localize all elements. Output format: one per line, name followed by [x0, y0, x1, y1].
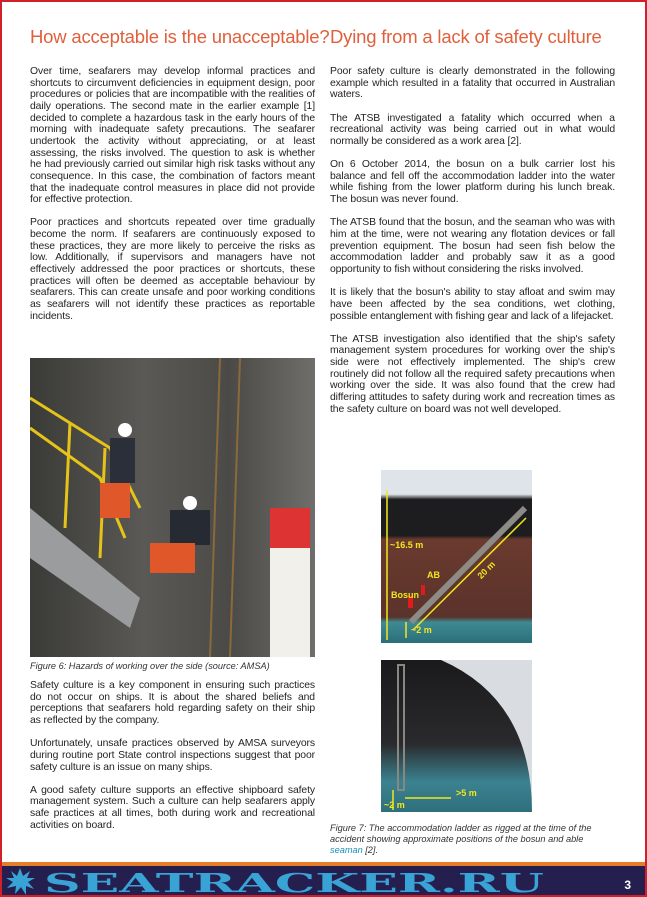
- ladder-diagram: [381, 470, 532, 643]
- figure-6-photo: [30, 358, 315, 657]
- distance-label: >5 m: [456, 788, 477, 798]
- caption-reference-link[interactable]: seaman: [330, 845, 363, 855]
- paragraph: Over time, seafarers may develop informal practices and shortcuts to circumvent deficiencies in equipment design, poor procedures or policies that are incompatible with the realities of daily operations. The second mate in the earlier example [1] decided to complete a hazardous task in the early hours of the morning with inadequate safety precautions. The seafarer undertook the activity without appreciating, or at least assessing, the risks involved. The question to ask is whether he had previously carried out similar high risk tasks without any consequence. In this case, the combination of factors meant that the inadequate control measures in place did not provide for effective protection.: [30, 66, 315, 206]
- footer-bar: [0, 866, 647, 897]
- length-label: 20 m: [475, 559, 498, 581]
- left-heading: How acceptable is the unacceptable?: [30, 26, 330, 47]
- paragraph: The ATSB investigation also identified that the ship's safety management system procedures for working over the ship's side were not effectively implemented. The ship's crew routinely did not follow all the required safety precautions when working over the side. It was also found that the crew had differing attitudes to safety during work and recreation times as the safety culture on board was not well developed.: [330, 333, 615, 415]
- right-heading: Dying from a lack of safety culture: [330, 26, 602, 47]
- paragraph: Poor safety culture is clearly demonstrated in the following example which resulted in a fatality that occurred in Australian waters.: [330, 66, 615, 101]
- height-label: ~16.5 m: [390, 540, 424, 550]
- ship-side-work-illustration: [30, 358, 315, 657]
- paragraph: Unfortunately, unsafe practices observed by AMSA surveyors during routine port State control inspections suggest that poor safety culture is an issue on many ships.: [30, 738, 315, 773]
- left-column-bottom: [30, 680, 315, 831]
- figure-6-caption: Figure 6: Hazards of working over the side (source: AMSA): [30, 661, 270, 671]
- caption-text: Figure 7: The accommodation ladder as rigged at the time of the accident showing approximate positions of the bosun and able: [330, 823, 592, 844]
- right-column: [330, 66, 615, 415]
- height-label: ~2 m: [384, 800, 405, 810]
- paragraph: Poor practices and shortcuts repeated over time gradually become the norm. If seafarers are continuously exposed to these practices, they are more likely to perceive the risks as low. Additionally, if supervisors and managers have not effectively addressed the poor practices or shortcuts, these practices will often be deemed as acceptable behaviour by seafarers. This can create unsafe and poor working conditions as seafarers will not identify these practices as reportable incidents.: [30, 217, 315, 322]
- paragraph: It is likely that the bosun's ability to stay afloat and swim may have been affected by the sea conditions, wet clothing, possible entanglement with fishing gear and lack of a lifejacket.: [330, 287, 615, 322]
- figure-7-caption: [330, 823, 615, 856]
- page-number: 3: [624, 878, 631, 892]
- figure-7-photo-clearance: [381, 660, 532, 812]
- paragraph: Safety culture is a key component in ensuring such practices do not occur on ships. It is about the shared beliefs and perceptions that seafarers hold regarding safety on their ship as reflected by the company.: [30, 680, 315, 726]
- left-column-top: [30, 66, 315, 322]
- paragraph: The ATSB found that the bosun, and the seaman who was with him at the time, were not wearing any flotation devices or fall prevention equipment. The bosun had seen fish below the accommodation ladder and probably saw it as a good opportunity to fish without considering the risks involved.: [330, 217, 615, 275]
- watermark-text: SEATRACKER.RU: [44, 869, 545, 897]
- caption-end: [2].: [362, 845, 379, 855]
- gap-label: ~2 m: [411, 625, 432, 635]
- paragraph: The ATSB investigated a fatality which occurred when a recreational activity was being carried out in what would normally be considered as a work area [2].: [330, 112, 615, 147]
- ab-label: AB: [427, 570, 440, 580]
- paragraph: On 6 October 2014, the bosun on a bulk carrier lost his balance and fell off the accommodation ladder into the water while fishing from the lower platform during his lunch break. The bosun was never found.: [330, 159, 615, 206]
- paragraph: A good safety culture supports an effective shipboard safety management system. Such a culture can help seafarers apply safe practices at all times, both during work and recreational activities on board.: [30, 784, 315, 831]
- bosun-label: Bosun: [391, 590, 419, 600]
- figure-7-photo-ladder: [381, 470, 532, 643]
